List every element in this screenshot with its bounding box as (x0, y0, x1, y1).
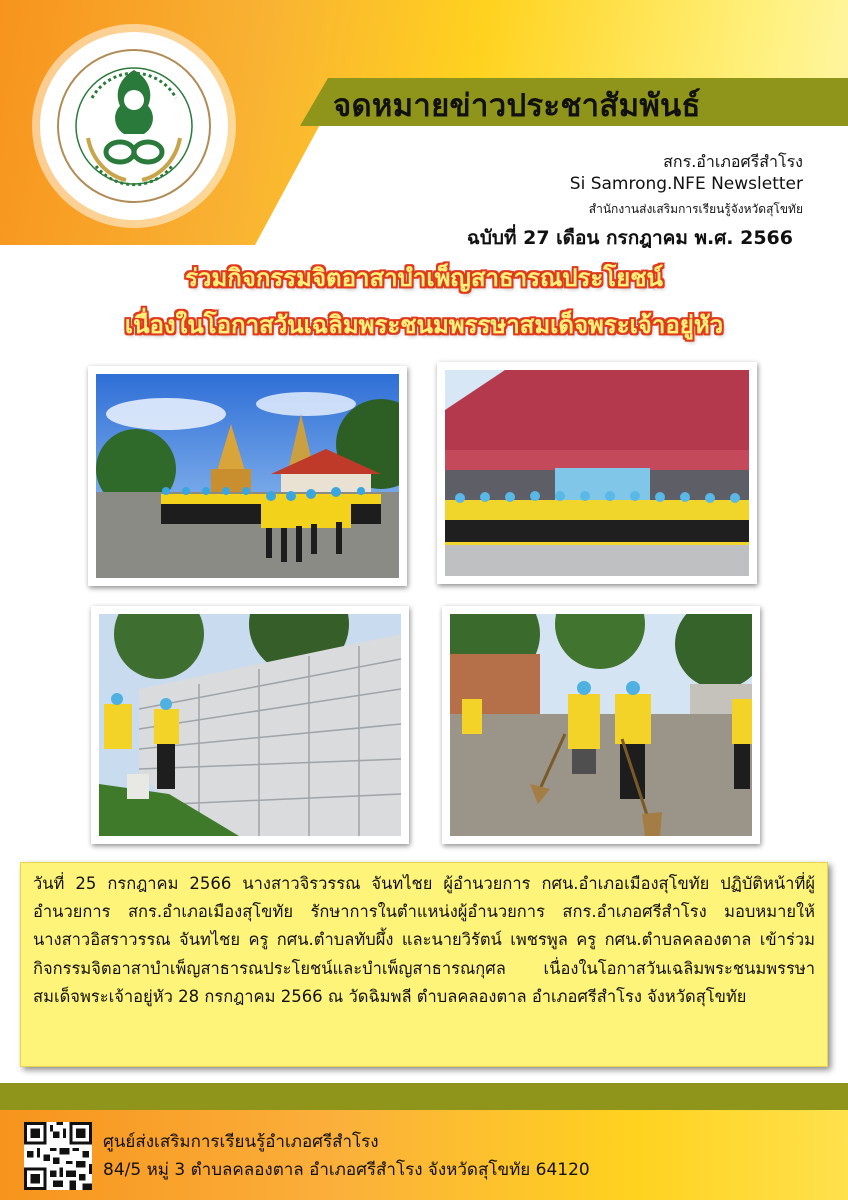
footer (0, 1110, 848, 1200)
photo-temple-gathering (88, 366, 407, 586)
org-name-thai: สกร.อำเภอศรีสำโรง (663, 152, 803, 171)
news-body-box (20, 862, 828, 1067)
headline-line-2: เนื่องในโอกาสวันเฉลิมพระชนมพรรษาสมเด็จพระเจ้าอยู่หัว (124, 311, 724, 339)
photo-painting-wall (91, 606, 409, 844)
photo-hall-group (437, 362, 757, 584)
footer-center-name: ศูนย์ส่งเสริมการเรียนรู้อำเภอศรีสำโรง (103, 1132, 379, 1152)
news-body-text: วันที่ 25 กรกฎาคม 2566 นางสาวจิรวรรณ จันทไชย ผู้อำนวยการ กศน.อำเภอเมืองสุโขทัย ปฏิบัติหน้าที่ผู้อำนวยการ สกร.อำเภอเมืองสุโขทัย รักษาการในตำแหน่งผู้อำนวยการ สกร.อำเภอศรีสำโรง มอบหมายให้ นางสาวอิสราวรรณ จันทไชย ครู กศน.ตำบลทับผึ้ง และนายวิรัตน์ เพชรพูล ครู กศน.ตำบลคลองตาล เข้าร่วมกิจกรรมจิตอาสาบำเพ็ญสาธารณประโยชน์และบำเพ็ญสาธารณกุศล เนื่องในโอกาสวันเฉลิมพระชนมพรรษาสมเด็จพระเจ้าอยู่หัว 28 กรกฎาคม 2566 ณ วัดฉิมพลี ตำบลคลองตาล อำเภอศรีสำโรง จังหวัดสุโขทัย (33, 874, 815, 1006)
organization-logo (56, 48, 212, 204)
org-name-english: Si Samrong.NFE Newsletter (569, 174, 803, 194)
qr-code-icon[interactable] (24, 1122, 92, 1190)
footer-address: 84/5 หมู่ 3 ตำบลคลองตาล อำเภอศรีสำโรง จังหวัดสุโขทัย 64120 (103, 1160, 590, 1180)
newsletter-title: จดหมายข่าวประชาสัมพันธ์ (333, 88, 701, 124)
headline-line-1: ร่วมกิจกรรมจิตอาสาบำเพ็ญสาธารณประโยชน์ (185, 264, 663, 292)
org-province-office: สำนักงานส่งเสริมการเรียนรู้จังหวัดสุโขทัย (588, 202, 803, 216)
footer-stripe (0, 1083, 848, 1110)
issue-number: ฉบับที่ 27 เดือน กรกฎาคม พ.ศ. 2566 (466, 227, 793, 249)
photo-sweeping-grounds (442, 606, 760, 844)
